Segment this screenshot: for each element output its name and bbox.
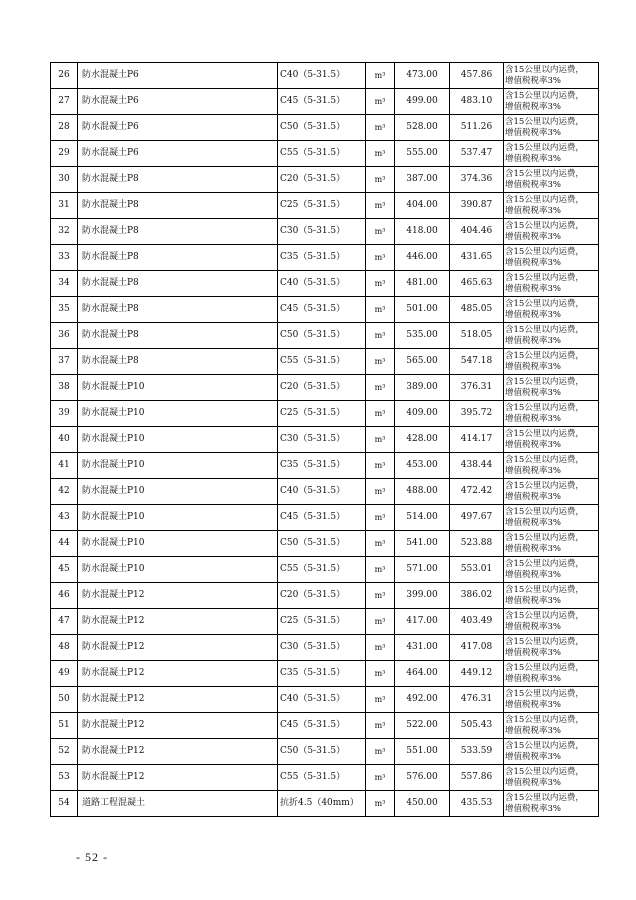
unit-cell: m³ [366, 89, 395, 115]
remark-cell [504, 193, 599, 219]
table-row [51, 453, 599, 479]
remark-line: 增值税税率3% [505, 465, 561, 476]
material-name-cell: 防水混凝土P10 [78, 531, 278, 557]
remark-line: 增值税税率3% [505, 543, 561, 554]
price-excl-tax-cell: 472.42 [450, 479, 504, 505]
table-row [51, 219, 599, 245]
unit-cell: m³ [366, 167, 395, 193]
price-incl-tax-cell: 409.00 [395, 401, 450, 427]
remark-line: 增值税税率3% [505, 751, 561, 762]
remark-line: 含15公里以内运费， [505, 792, 584, 803]
specification-cell: C45（5-31.5） [278, 89, 366, 115]
row-number-cell: 31 [51, 193, 78, 219]
remark-cell [504, 427, 599, 453]
price-incl-tax-cell: 522.00 [395, 713, 450, 739]
remark-line: 增值税税率3% [505, 335, 561, 346]
specification-cell: C25（5-31.5） [278, 401, 366, 427]
price-table [50, 62, 599, 817]
row-number-cell: 53 [51, 765, 78, 791]
row-number-cell: 44 [51, 531, 78, 557]
unit-cell: m³ [366, 739, 395, 765]
material-name-cell: 防水混凝土P8 [78, 271, 278, 297]
price-incl-tax-cell: 387.00 [395, 167, 450, 193]
remark-line: 增值税税率3% [505, 231, 561, 242]
unit-cell: m³ [366, 791, 395, 817]
table-row [51, 479, 599, 505]
material-name-cell: 防水混凝土P8 [78, 323, 278, 349]
price-excl-tax-cell: 485.05 [450, 297, 504, 323]
remark-line: 增值税税率3% [505, 647, 561, 658]
price-incl-tax-cell: 399.00 [395, 583, 450, 609]
price-excl-tax-cell: 505.43 [450, 713, 504, 739]
remark-cell [504, 297, 599, 323]
material-name-cell: 防水混凝土P12 [78, 765, 278, 791]
specification-cell: C25（5-31.5） [278, 193, 366, 219]
remark-line: 增值税税率3% [505, 699, 561, 710]
row-number-cell: 42 [51, 479, 78, 505]
remark-line: 含15公里以内运费， [505, 714, 584, 725]
remark-line: 增值税税率3% [505, 569, 561, 580]
price-incl-tax-cell: 528.00 [395, 115, 450, 141]
remark-line: 含15公里以内运费， [505, 324, 584, 335]
unit-cell: m³ [366, 245, 395, 271]
row-number-cell: 35 [51, 297, 78, 323]
row-number-cell: 43 [51, 505, 78, 531]
remark-line: 增值税税率3% [505, 127, 561, 138]
remark-line: 含15公里以内运费， [505, 246, 584, 257]
price-excl-tax-cell: 476.31 [450, 687, 504, 713]
table-row [51, 375, 599, 401]
remark-cell [504, 713, 599, 739]
remark-line: 含15公里以内运费， [505, 558, 584, 569]
price-excl-tax-cell: 523.88 [450, 531, 504, 557]
material-name-cell: 防水混凝土P10 [78, 427, 278, 453]
row-number-cell: 54 [51, 791, 78, 817]
table-row [51, 63, 599, 89]
table-row [51, 583, 599, 609]
remark-line: 增值税税率3% [505, 673, 561, 684]
table-row [51, 141, 599, 167]
remark-cell [504, 219, 599, 245]
unit-cell: m³ [366, 609, 395, 635]
specification-cell: C55（5-31.5） [278, 349, 366, 375]
price-excl-tax-cell: 497.67 [450, 505, 504, 531]
remark-cell [504, 401, 599, 427]
row-number-cell: 48 [51, 635, 78, 661]
remark-line: 增值税税率3% [505, 413, 561, 424]
row-number-cell: 52 [51, 739, 78, 765]
row-number-cell: 47 [51, 609, 78, 635]
remark-line: 增值税税率3% [505, 725, 561, 736]
remark-cell [504, 739, 599, 765]
material-name-cell: 防水混凝土P12 [78, 739, 278, 765]
price-incl-tax-cell: 417.00 [395, 609, 450, 635]
table-row [51, 505, 599, 531]
remark-cell [504, 479, 599, 505]
remark-line: 含15公里以内运费， [505, 116, 584, 127]
material-name-cell: 防水混凝土P12 [78, 609, 278, 635]
unit-cell: m³ [366, 193, 395, 219]
remark-line: 增值税税率3% [505, 361, 561, 372]
remark-line: 含15公里以内运费， [505, 584, 584, 595]
price-incl-tax-cell: 492.00 [395, 687, 450, 713]
unit-cell: m³ [366, 297, 395, 323]
table-row [51, 89, 599, 115]
remark-cell [504, 687, 599, 713]
row-number-cell: 32 [51, 219, 78, 245]
price-excl-tax-cell: 414.17 [450, 427, 504, 453]
row-number-cell: 28 [51, 115, 78, 141]
row-number-cell: 39 [51, 401, 78, 427]
unit-cell: m³ [366, 531, 395, 557]
material-name-cell: 防水混凝土P6 [78, 89, 278, 115]
price-incl-tax-cell: 431.00 [395, 635, 450, 661]
material-name-cell: 防水混凝土P8 [78, 167, 278, 193]
material-name-cell: 防水混凝土P12 [78, 687, 278, 713]
remark-line: 含15公里以内运费， [505, 272, 584, 283]
table-row [51, 557, 599, 583]
remark-line: 增值税税率3% [505, 101, 561, 112]
price-excl-tax-cell: 483.10 [450, 89, 504, 115]
price-excl-tax-cell: 435.53 [450, 791, 504, 817]
price-excl-tax-cell: 547.18 [450, 349, 504, 375]
row-number-cell: 37 [51, 349, 78, 375]
remark-cell [504, 349, 599, 375]
remark-line: 增值税税率3% [505, 283, 561, 294]
specification-cell: C45（5-31.5） [278, 297, 366, 323]
unit-cell: m³ [366, 427, 395, 453]
material-name-cell: 防水混凝土P12 [78, 661, 278, 687]
unit-cell: m³ [366, 323, 395, 349]
remark-line: 含15公里以内运费， [505, 454, 584, 465]
remark-line: 含15公里以内运费， [505, 740, 584, 751]
remark-line: 增值税税率3% [505, 439, 561, 450]
price-excl-tax-cell: 376.31 [450, 375, 504, 401]
specification-cell: C30（5-31.5） [278, 219, 366, 245]
price-incl-tax-cell: 551.00 [395, 739, 450, 765]
remark-line: 增值税税率3% [505, 257, 561, 268]
table-row [51, 713, 599, 739]
remark-line: 含15公里以内运费， [505, 220, 584, 231]
remark-line: 增值税税率3% [505, 595, 561, 606]
price-excl-tax-cell: 518.05 [450, 323, 504, 349]
remark-line: 增值税税率3% [505, 491, 561, 502]
price-incl-tax-cell: 501.00 [395, 297, 450, 323]
unit-cell: m³ [366, 271, 395, 297]
specification-cell: C45（5-31.5） [278, 713, 366, 739]
table-row [51, 401, 599, 427]
remark-line: 增值税税率3% [505, 179, 561, 190]
price-excl-tax-cell: 386.02 [450, 583, 504, 609]
table-row [51, 323, 599, 349]
specification-cell: C40（5-31.5） [278, 479, 366, 505]
material-name-cell: 防水混凝土P12 [78, 583, 278, 609]
price-excl-tax-cell: 438.44 [450, 453, 504, 479]
specification-cell: C55（5-31.5） [278, 765, 366, 791]
remark-line: 含15公里以内运费， [505, 636, 584, 647]
price-incl-tax-cell: 576.00 [395, 765, 450, 791]
remark-line: 含15公里以内运费， [505, 506, 584, 517]
specification-cell: C20（5-31.5） [278, 167, 366, 193]
remark-cell [504, 531, 599, 557]
remark-line: 增值税税率3% [505, 205, 561, 216]
material-name-cell: 防水混凝土P8 [78, 349, 278, 375]
remark-line: 增值税税率3% [505, 803, 561, 814]
price-excl-tax-cell: 403.49 [450, 609, 504, 635]
remark-line: 增值税税率3% [505, 517, 561, 528]
price-excl-tax-cell: 431.65 [450, 245, 504, 271]
unit-cell: m³ [366, 453, 395, 479]
remark-cell [504, 635, 599, 661]
remark-cell [504, 271, 599, 297]
specification-cell: C40（5-31.5） [278, 687, 366, 713]
remark-line: 含15公里以内运费， [505, 376, 584, 387]
material-name-cell: 防水混凝土P6 [78, 115, 278, 141]
price-incl-tax-cell: 488.00 [395, 479, 450, 505]
remark-cell [504, 557, 599, 583]
row-number-cell: 30 [51, 167, 78, 193]
remark-line: 含15公里以内运费， [505, 662, 584, 673]
remark-line: 含15公里以内运费， [505, 766, 584, 777]
remark-cell [504, 323, 599, 349]
row-number-cell: 38 [51, 375, 78, 401]
remark-line: 增值税税率3% [505, 387, 561, 398]
price-incl-tax-cell: 514.00 [395, 505, 450, 531]
remark-line: 增值税税率3% [505, 309, 561, 320]
specification-cell: C35（5-31.5） [278, 453, 366, 479]
remark-line: 增值税税率3% [505, 777, 561, 788]
remark-cell [504, 375, 599, 401]
material-name-cell: 防水混凝土P10 [78, 375, 278, 401]
specification-cell: C20（5-31.5） [278, 375, 366, 401]
price-excl-tax-cell: 537.47 [450, 141, 504, 167]
remark-line: 含15公里以内运费， [505, 90, 584, 101]
row-number-cell: 51 [51, 713, 78, 739]
price-incl-tax-cell: 499.00 [395, 89, 450, 115]
price-incl-tax-cell: 473.00 [395, 63, 450, 89]
table-row [51, 193, 599, 219]
unit-cell: m³ [366, 557, 395, 583]
unit-cell: m³ [366, 349, 395, 375]
remark-line: 增值税税率3% [505, 153, 561, 164]
remark-line: 含15公里以内运费， [505, 168, 584, 179]
row-number-cell: 34 [51, 271, 78, 297]
table-row [51, 115, 599, 141]
table-row [51, 297, 599, 323]
table-row [51, 427, 599, 453]
material-name-cell: 防水混凝土P6 [78, 63, 278, 89]
price-excl-tax-cell: 557.86 [450, 765, 504, 791]
unit-cell: m³ [366, 713, 395, 739]
table-row [51, 765, 599, 791]
material-name-cell: 道路工程混凝土 [78, 791, 278, 817]
remark-line: 含15公里以内运费， [505, 688, 584, 699]
specification-cell: C50（5-31.5） [278, 531, 366, 557]
remark-line: 含15公里以内运费， [505, 64, 584, 75]
price-excl-tax-cell: 390.87 [450, 193, 504, 219]
table-body [51, 63, 599, 817]
row-number-cell: 41 [51, 453, 78, 479]
remark-line: 含15公里以内运费， [505, 142, 584, 153]
material-name-cell: 防水混凝土P10 [78, 453, 278, 479]
remark-cell [504, 63, 599, 89]
table-row [51, 635, 599, 661]
unit-cell: m³ [366, 479, 395, 505]
remark-cell [504, 661, 599, 687]
price-incl-tax-cell: 404.00 [395, 193, 450, 219]
row-number-cell: 29 [51, 141, 78, 167]
row-number-cell: 27 [51, 89, 78, 115]
remark-cell [504, 583, 599, 609]
material-name-cell: 防水混凝土P8 [78, 219, 278, 245]
price-incl-tax-cell: 464.00 [395, 661, 450, 687]
material-name-cell: 防水混凝土P10 [78, 505, 278, 531]
unit-cell: m³ [366, 583, 395, 609]
row-number-cell: 45 [51, 557, 78, 583]
row-number-cell: 26 [51, 63, 78, 89]
unit-cell: m³ [366, 635, 395, 661]
price-excl-tax-cell: 553.01 [450, 557, 504, 583]
unit-cell: m³ [366, 401, 395, 427]
table-row [51, 661, 599, 687]
material-name-cell: 防水混凝土P12 [78, 713, 278, 739]
price-excl-tax-cell: 533.59 [450, 739, 504, 765]
price-excl-tax-cell: 417.08 [450, 635, 504, 661]
price-excl-tax-cell: 374.36 [450, 167, 504, 193]
specification-cell: C35（5-31.5） [278, 661, 366, 687]
material-name-cell: 防水混凝土P12 [78, 635, 278, 661]
table-row [51, 791, 599, 817]
specification-cell: C50（5-31.5） [278, 739, 366, 765]
table-row [51, 167, 599, 193]
remark-cell [504, 609, 599, 635]
price-incl-tax-cell: 418.00 [395, 219, 450, 245]
price-excl-tax-cell: 395.72 [450, 401, 504, 427]
remark-line: 含15公里以内运费， [505, 532, 584, 543]
price-incl-tax-cell: 555.00 [395, 141, 450, 167]
remark-cell [504, 115, 599, 141]
unit-cell: m³ [366, 765, 395, 791]
price-excl-tax-cell: 404.46 [450, 219, 504, 245]
remark-line: 含15公里以内运费， [505, 402, 584, 413]
price-excl-tax-cell: 465.63 [450, 271, 504, 297]
row-number-cell: 33 [51, 245, 78, 271]
table-row [51, 609, 599, 635]
specification-cell: C35（5-31.5） [278, 245, 366, 271]
price-incl-tax-cell: 535.00 [395, 323, 450, 349]
table-row [51, 739, 599, 765]
material-name-cell: 防水混凝土P8 [78, 193, 278, 219]
remark-line: 增值税税率3% [505, 75, 561, 86]
unit-cell: m³ [366, 63, 395, 89]
material-name-cell: 防水混凝土P10 [78, 557, 278, 583]
price-incl-tax-cell: 453.00 [395, 453, 450, 479]
remark-cell [504, 505, 599, 531]
specification-cell: C55（5-31.5） [278, 141, 366, 167]
unit-cell: m³ [366, 661, 395, 687]
remark-line: 含15公里以内运费， [505, 428, 584, 439]
specification-cell: C45（5-31.5） [278, 505, 366, 531]
remark-line: 含15公里以内运费， [505, 298, 584, 309]
specification-cell: C50（5-31.5） [278, 115, 366, 141]
remark-cell [504, 245, 599, 271]
price-incl-tax-cell: 541.00 [395, 531, 450, 557]
remark-line: 含15公里以内运费， [505, 480, 584, 491]
row-number-cell: 36 [51, 323, 78, 349]
specification-cell: C30（5-31.5） [278, 427, 366, 453]
remark-cell [504, 791, 599, 817]
specification-cell: C30（5-31.5） [278, 635, 366, 661]
material-name-cell: 防水混凝土P8 [78, 297, 278, 323]
remark-line: 含15公里以内运费， [505, 350, 584, 361]
price-incl-tax-cell: 481.00 [395, 271, 450, 297]
unit-cell: m³ [366, 115, 395, 141]
price-incl-tax-cell: 450.00 [395, 791, 450, 817]
specification-cell: C40（5-31.5） [278, 271, 366, 297]
specification-cell: C55（5-31.5） [278, 557, 366, 583]
page-number: - 52 - [76, 850, 108, 864]
material-name-cell: 防水混凝土P6 [78, 141, 278, 167]
table-row [51, 245, 599, 271]
remark-line: 含15公里以内运费， [505, 610, 584, 621]
material-name-cell: 防水混凝土P8 [78, 245, 278, 271]
specification-cell: C50（5-31.5） [278, 323, 366, 349]
table-row [51, 687, 599, 713]
remark-cell [504, 89, 599, 115]
remark-cell [504, 453, 599, 479]
row-number-cell: 49 [51, 661, 78, 687]
specification-cell: C20（5-31.5） [278, 583, 366, 609]
unit-cell: m³ [366, 687, 395, 713]
remark-cell [504, 141, 599, 167]
price-incl-tax-cell: 571.00 [395, 557, 450, 583]
row-number-cell: 46 [51, 583, 78, 609]
table-row [51, 271, 599, 297]
unit-cell: m³ [366, 375, 395, 401]
row-number-cell: 50 [51, 687, 78, 713]
table-row [51, 531, 599, 557]
price-excl-tax-cell: 511.26 [450, 115, 504, 141]
unit-cell: m³ [366, 505, 395, 531]
price-excl-tax-cell: 449.12 [450, 661, 504, 687]
remark-line: 含15公里以内运费， [505, 194, 584, 205]
unit-cell: m³ [366, 141, 395, 167]
material-name-cell: 防水混凝土P10 [78, 479, 278, 505]
price-incl-tax-cell: 565.00 [395, 349, 450, 375]
price-excl-tax-cell: 457.86 [450, 63, 504, 89]
table-row [51, 349, 599, 375]
remark-cell [504, 167, 599, 193]
price-incl-tax-cell: 428.00 [395, 427, 450, 453]
specification-cell: C40（5-31.5） [278, 63, 366, 89]
price-incl-tax-cell: 446.00 [395, 245, 450, 271]
row-number-cell: 40 [51, 427, 78, 453]
material-name-cell: 防水混凝土P10 [78, 401, 278, 427]
remark-line: 增值税税率3% [505, 621, 561, 632]
price-incl-tax-cell: 389.00 [395, 375, 450, 401]
remark-cell [504, 765, 599, 791]
unit-cell: m³ [366, 219, 395, 245]
specification-cell: C25（5-31.5） [278, 609, 366, 635]
specification-cell: 抗折4.5（40mm） [278, 791, 366, 817]
